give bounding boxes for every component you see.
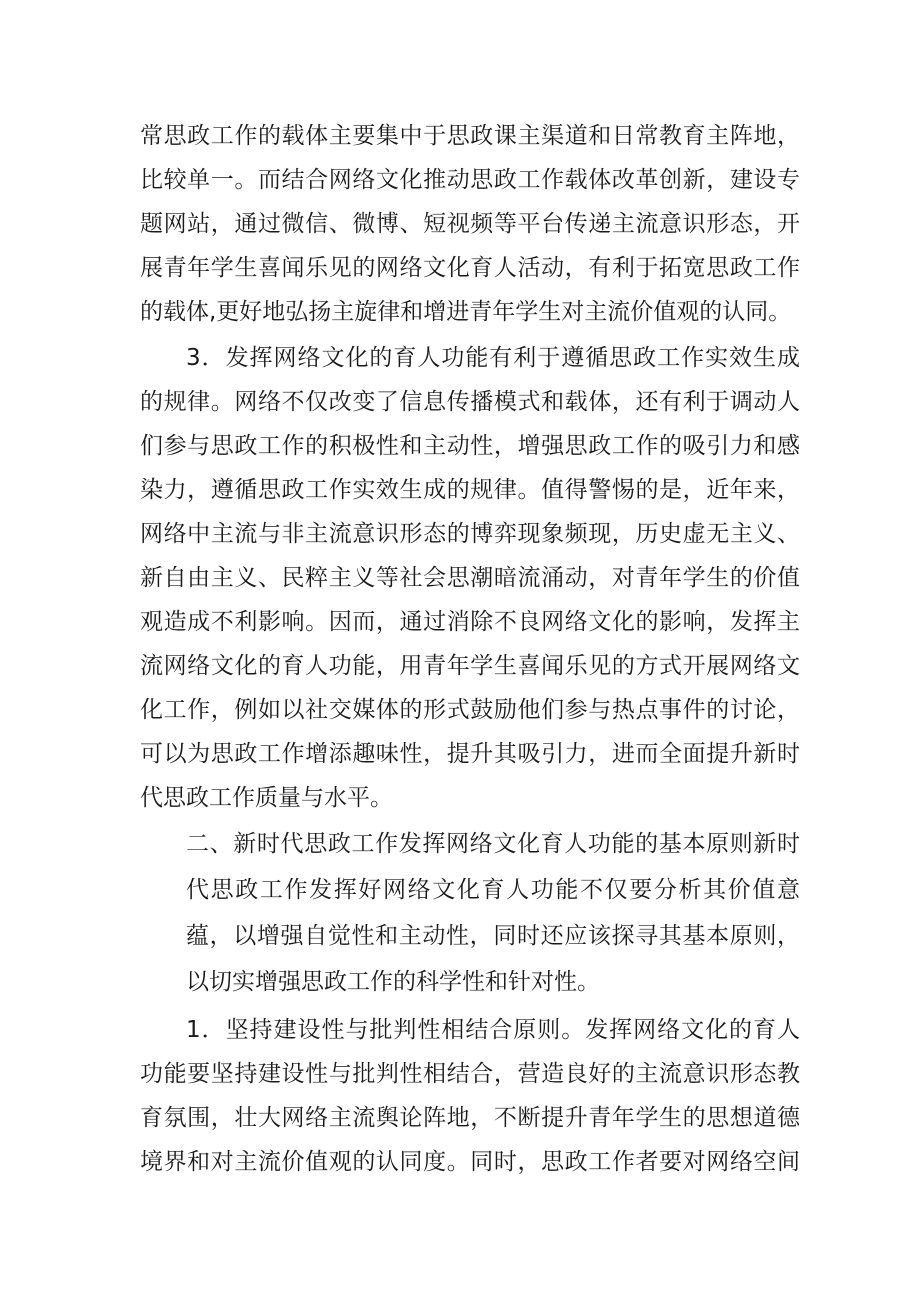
text-line: 代思政工作发挥好网络文化育人功能不仅要分析其价值意	[186, 877, 800, 903]
text-line: 新自由主义、民粹主义等社会思潮暗流涌动，对青年学生的价值	[140, 565, 800, 591]
text-line: 流网络文化的育人功能，用青年学生喜闻乐见的方式开展网络文	[140, 653, 800, 679]
text-line: 染力，遵循思政工作实效生成的规律。值得警惕的是，近年来，	[140, 477, 800, 503]
text-line: 二、新时代思政工作发挥网络文化育人功能的基本原则新时	[186, 831, 800, 857]
text-line: 蕴，以增强自觉性和主动性，同时还应该探寻其基本原则，	[186, 923, 800, 949]
text-line: 网络中主流与非主流意识形态的博弈现象频现，历史虚无主义、	[140, 521, 800, 547]
text-line: 3．发挥网络文化的育人功能有利于遵循思政工作实效生成	[186, 345, 800, 371]
text-line: 们参与思政工作的积极性和主动性，增强思政工作的吸引力和感	[140, 433, 800, 459]
text-line: 比较单一。而结合网络文化推动思政工作载体改革创新，建设专	[140, 167, 800, 193]
text-line: 展青年学生喜闻乐见的网络文化育人活动，有利于拓宽思政工作	[140, 255, 800, 281]
text-line: 题网站，通过微信、微博、短视频等平台传递主流意识形态，开	[140, 211, 800, 237]
text-line: 1．坚持建设性与批判性相结合原则。发挥网络文化的育人	[186, 1017, 800, 1043]
text-line: 的规律。网络不仅改变了信息传播模式和载体，还有利于调动人	[140, 389, 800, 415]
text-line: 观造成不利影响。因而，通过消除不良网络文化的影响，发挥主	[140, 609, 800, 635]
text-line: 功能要坚持建设性与批判性相结合，营造良好的主流意识形态教	[140, 1061, 800, 1087]
text-line: 境界和对主流价值观的认同度。同时，思政工作者要对网络空间	[140, 1149, 800, 1175]
text-line: 化工作，例如以社交媒体的形式鼓励他们参与热点事件的讨论，	[140, 697, 800, 723]
text-line: 的载体,更好地弘扬主旋律和增进青年学生对主流价值观的认同。	[140, 299, 792, 325]
text-line: 代思政工作质量与水平。	[140, 785, 393, 811]
text-line: 以切实增强思政工作的科学性和针对性。	[186, 969, 600, 995]
text-line: 育氛围，壮大网络主流舆论阵地，不断提升青年学生的思想道德	[140, 1105, 800, 1131]
text-line: 可以为思政工作增添趣味性，提升其吸引力，进而全面提升新时	[140, 741, 800, 767]
text-line: 常思政工作的载体主要集中于思政课主渠道和日常教育主阵地，	[140, 123, 800, 149]
